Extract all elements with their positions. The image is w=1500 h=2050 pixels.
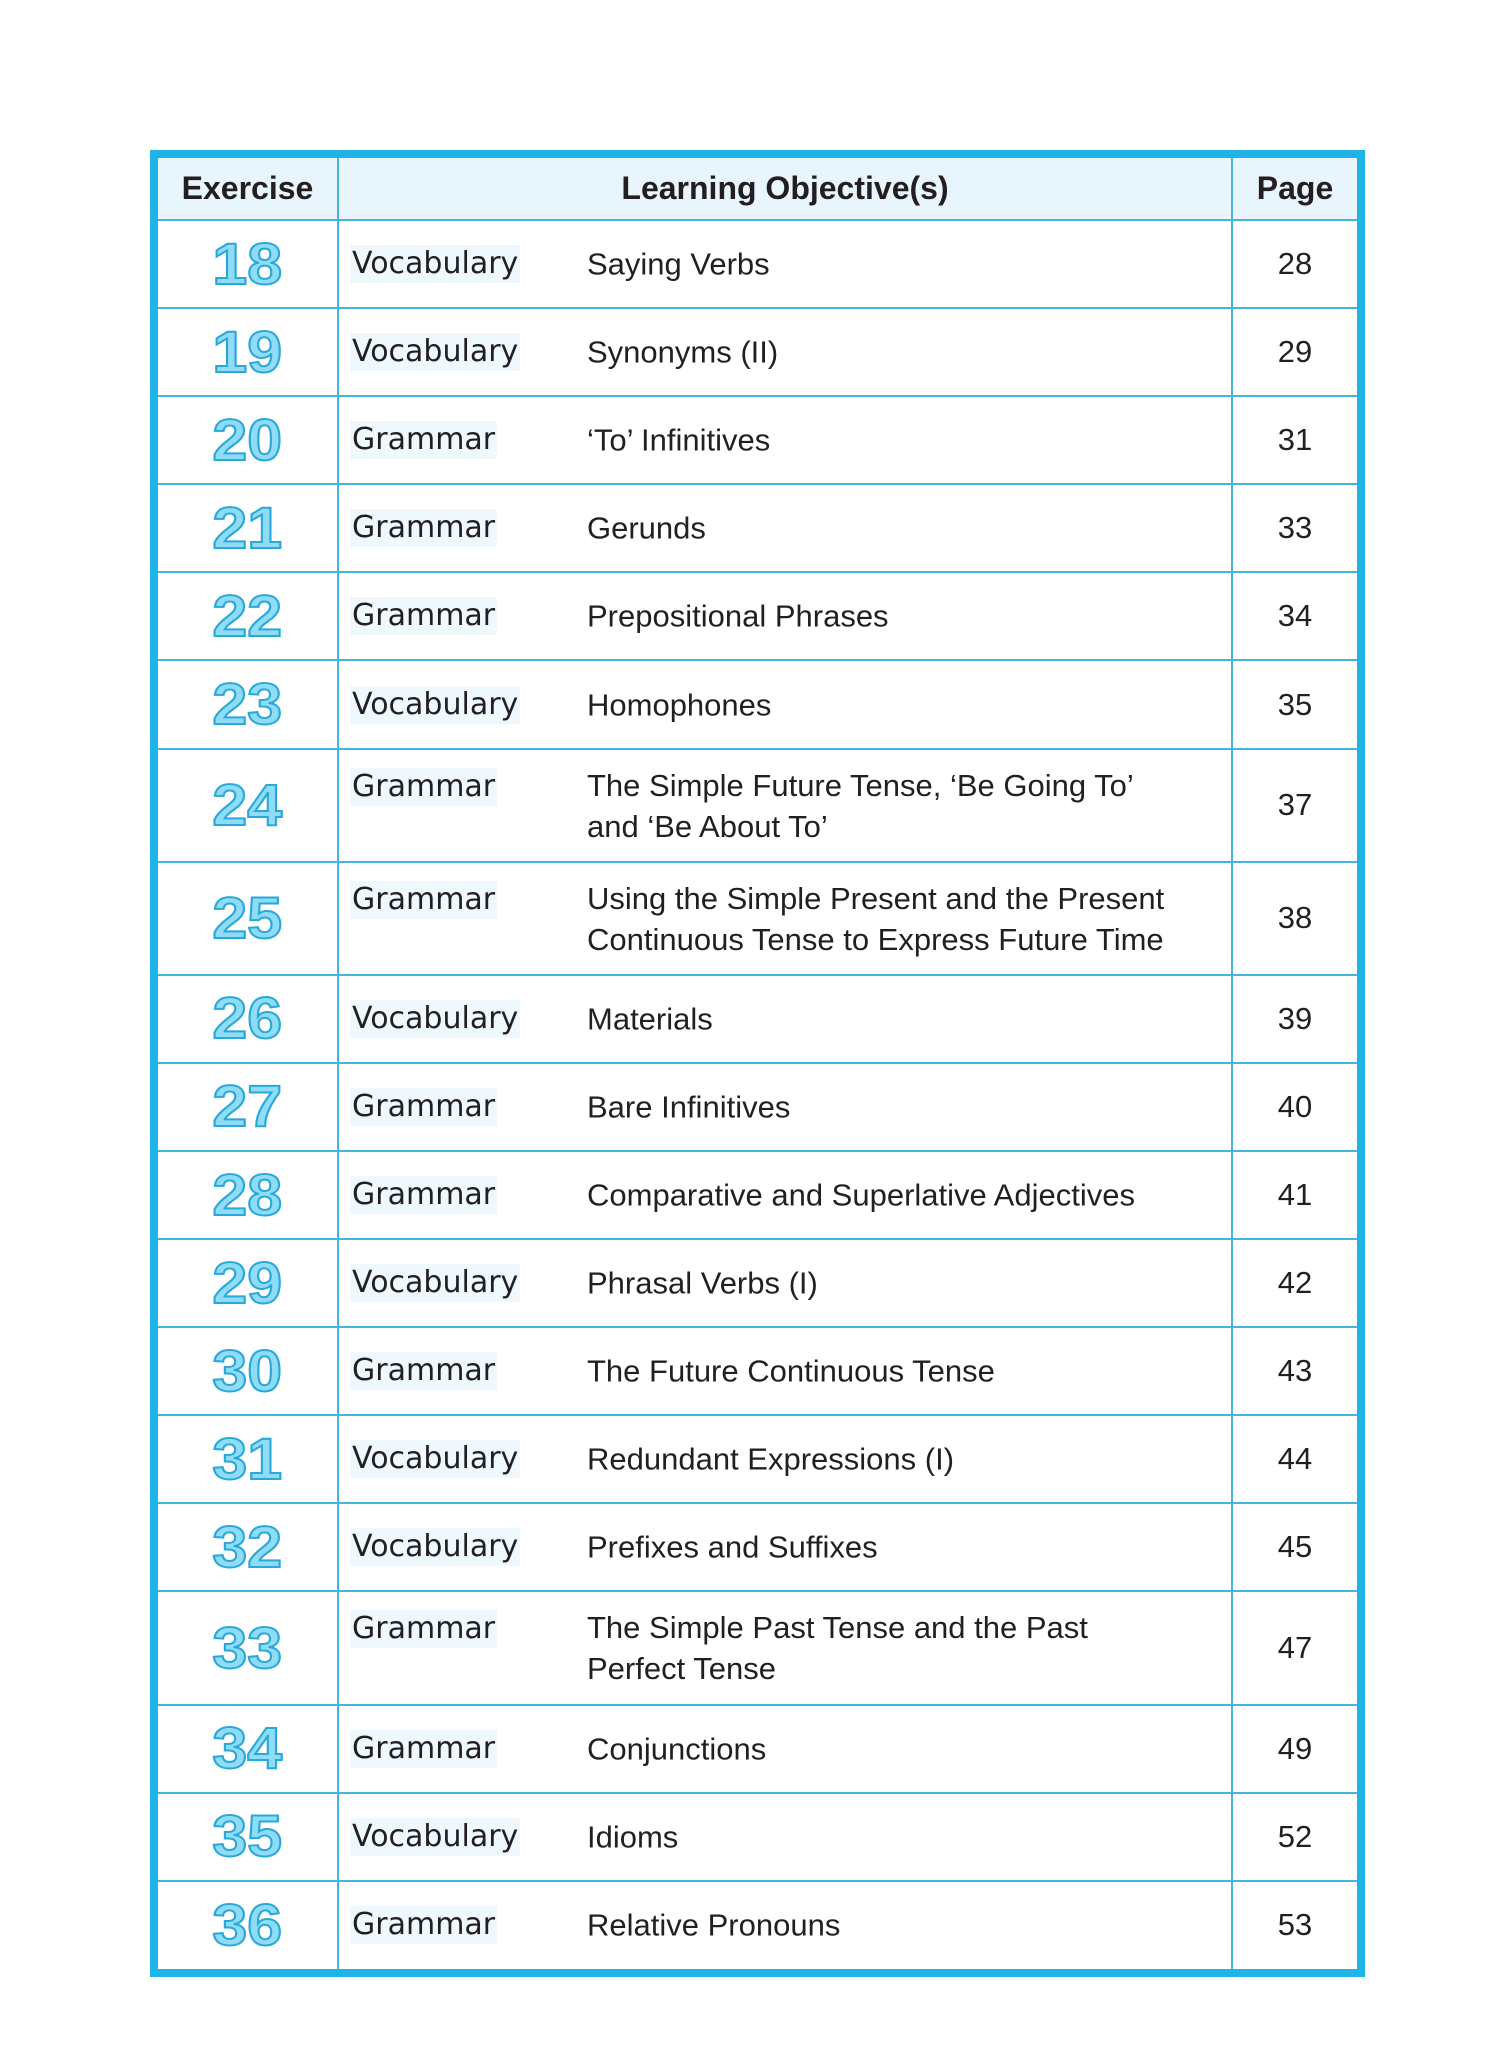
objective-cell	[338, 1151, 1232, 1239]
category-label: Grammar	[352, 1353, 496, 1389]
objective-cell	[338, 220, 1232, 308]
objective-cell	[338, 862, 1232, 975]
objective-cell	[338, 396, 1232, 484]
exercise-number-cell	[158, 660, 338, 748]
category-label: Vocabulary	[352, 246, 519, 282]
exercise-number: 30	[212, 1338, 283, 1404]
objective-cell	[338, 1239, 1232, 1327]
page-number: 40	[1232, 1063, 1357, 1151]
topic-label: Conjunctions	[587, 1731, 767, 1767]
table-body	[158, 220, 1357, 1969]
category-label: Grammar	[352, 1088, 496, 1124]
category-label: Grammar	[352, 1177, 496, 1213]
exercise-number-cell	[158, 1327, 338, 1415]
contents-table	[158, 158, 1357, 1969]
page-number: 44	[1232, 1415, 1357, 1503]
exercise-number: 18	[212, 231, 283, 297]
exercise-number-cell	[158, 1239, 338, 1327]
exercise-number: 19	[212, 319, 283, 385]
exercise-number-cell	[158, 1793, 338, 1881]
page-number: 42	[1232, 1239, 1357, 1327]
exercise-number-cell	[158, 862, 338, 975]
exercise-number: 23	[212, 672, 283, 738]
exercise-number-cell	[158, 484, 338, 572]
objective-cell	[338, 308, 1232, 396]
objective-cell	[338, 1415, 1232, 1503]
page-number: 28	[1232, 220, 1357, 308]
page-number: 41	[1232, 1151, 1357, 1239]
table-row	[158, 975, 1357, 1063]
exercise-number: 29	[212, 1250, 283, 1316]
objective-cell	[338, 484, 1232, 572]
exercise-number: 21	[212, 495, 283, 561]
objective-cell	[338, 572, 1232, 660]
topic-label: Materials	[587, 1001, 713, 1037]
topic-label: Bare Infinitives	[587, 1089, 791, 1125]
exercise-number-cell	[158, 220, 338, 308]
exercise-number-cell	[158, 975, 338, 1063]
table-row	[158, 220, 1357, 308]
exercise-number-cell	[158, 1881, 338, 1969]
exercise-number: 36	[212, 1892, 283, 1958]
exercise-number: 27	[212, 1074, 283, 1140]
objective-cell	[338, 1793, 1232, 1881]
table-row	[158, 572, 1357, 660]
exercise-number-cell	[158, 1705, 338, 1793]
category-label: Grammar	[352, 598, 496, 634]
topic-label: Prepositional Phrases	[587, 598, 889, 634]
table-row	[158, 1881, 1357, 1969]
table-row	[158, 1793, 1357, 1881]
topic-label: Prefixes and Suffixes	[587, 1529, 878, 1565]
table-row	[158, 1705, 1357, 1793]
page-number: 43	[1232, 1327, 1357, 1415]
category-label: Vocabulary	[352, 1818, 519, 1854]
page-number: 35	[1232, 660, 1357, 748]
exercise-number: 24	[212, 772, 283, 838]
category-label: Vocabulary	[352, 686, 519, 722]
page-number: 38	[1232, 862, 1357, 975]
page-column-header: Page	[1232, 158, 1357, 220]
exercise-number: 34	[212, 1716, 283, 1782]
exercise-number-cell	[158, 1503, 338, 1591]
topic-label: ‘To’ Infinitives	[587, 422, 771, 458]
table-row	[158, 1591, 1357, 1704]
page-number: 33	[1232, 484, 1357, 572]
objective-cell	[338, 1503, 1232, 1591]
topic-label: Gerunds	[587, 510, 706, 546]
objective-column-header: Learning Objective(s)	[338, 158, 1232, 220]
table-row	[158, 1239, 1357, 1327]
category-label: Grammar	[352, 422, 496, 458]
topic-label: Redundant Expressions (I)	[587, 1441, 955, 1477]
category-label: Grammar	[352, 1730, 496, 1766]
category-label: Grammar	[352, 1611, 496, 1647]
page-number: 47	[1232, 1591, 1357, 1704]
exercise-column-header: Exercise	[158, 158, 338, 220]
topic-label: The Simple Past Tense and the Past Perfect Tense	[587, 1610, 1088, 1687]
exercise-number-cell	[158, 1063, 338, 1151]
topic-label: Homophones	[587, 687, 772, 723]
objective-cell	[338, 1327, 1232, 1415]
page-number: 34	[1232, 572, 1357, 660]
category-label: Grammar	[352, 881, 496, 917]
category-label: Grammar	[352, 768, 496, 804]
category-label: Vocabulary	[352, 334, 519, 370]
page-number: 29	[1232, 308, 1357, 396]
topic-label: Comparative and Superlative Adjectives	[587, 1177, 1135, 1213]
table-row	[158, 1503, 1357, 1591]
page-number: 37	[1232, 749, 1357, 862]
table-row	[158, 862, 1357, 975]
category-label: Vocabulary	[352, 1441, 519, 1477]
objective-cell	[338, 1881, 1232, 1969]
exercise-number: 26	[212, 986, 283, 1052]
exercise-number: 35	[212, 1804, 283, 1870]
exercise-number-cell	[158, 1151, 338, 1239]
exercise-number: 33	[212, 1615, 283, 1681]
objective-cell	[338, 660, 1232, 748]
page-number: 45	[1232, 1503, 1357, 1591]
exercise-number: 28	[212, 1162, 283, 1228]
table-row	[158, 1327, 1357, 1415]
topic-label: Using the Simple Present and the Present Continuous Tense to Express Future Time	[587, 880, 1165, 957]
objective-cell	[338, 975, 1232, 1063]
topic-label: The Future Continuous Tense	[587, 1353, 995, 1389]
page-number: 52	[1232, 1793, 1357, 1881]
table-row	[158, 1063, 1357, 1151]
topic-label: Idioms	[587, 1819, 679, 1855]
exercise-number-cell	[158, 308, 338, 396]
exercise-number-cell	[158, 396, 338, 484]
objective-cell	[338, 749, 1232, 862]
category-label: Vocabulary	[352, 1000, 519, 1036]
topic-label: Synonyms (II)	[587, 334, 779, 370]
page-number: 53	[1232, 1881, 1357, 1969]
exercise-number: 20	[212, 407, 283, 473]
category-label: Grammar	[352, 510, 496, 546]
objective-cell	[338, 1705, 1232, 1793]
topic-label: Phrasal Verbs (I)	[587, 1265, 818, 1301]
table-row	[158, 308, 1357, 396]
exercise-number-cell	[158, 1591, 338, 1704]
contents-table-frame	[150, 150, 1365, 1977]
exercise-number-cell	[158, 749, 338, 862]
page-number: 39	[1232, 975, 1357, 1063]
table-row	[158, 1415, 1357, 1503]
table-row	[158, 749, 1357, 862]
table-row	[158, 396, 1357, 484]
category-label: Vocabulary	[352, 1265, 519, 1301]
table-row	[158, 1151, 1357, 1239]
objective-cell	[338, 1063, 1232, 1151]
table-header-row	[158, 158, 1357, 220]
category-label: Vocabulary	[352, 1529, 519, 1565]
topic-label: Saying Verbs	[587, 246, 770, 282]
page-number: 49	[1232, 1705, 1357, 1793]
exercise-number: 22	[212, 583, 283, 649]
exercise-number: 31	[212, 1426, 283, 1492]
exercise-number-cell	[158, 572, 338, 660]
topic-label: The Simple Future Tense, ‘Be Going To’ and ‘Be About To’	[587, 767, 1134, 844]
table-row	[158, 484, 1357, 572]
page-number: 31	[1232, 396, 1357, 484]
objective-cell	[338, 1591, 1232, 1704]
table-row	[158, 660, 1357, 748]
exercise-number: 25	[212, 885, 283, 951]
exercise-number-cell	[158, 1415, 338, 1503]
category-label: Grammar	[352, 1907, 496, 1943]
topic-label: Relative Pronouns	[587, 1907, 841, 1943]
exercise-number: 32	[212, 1514, 283, 1580]
